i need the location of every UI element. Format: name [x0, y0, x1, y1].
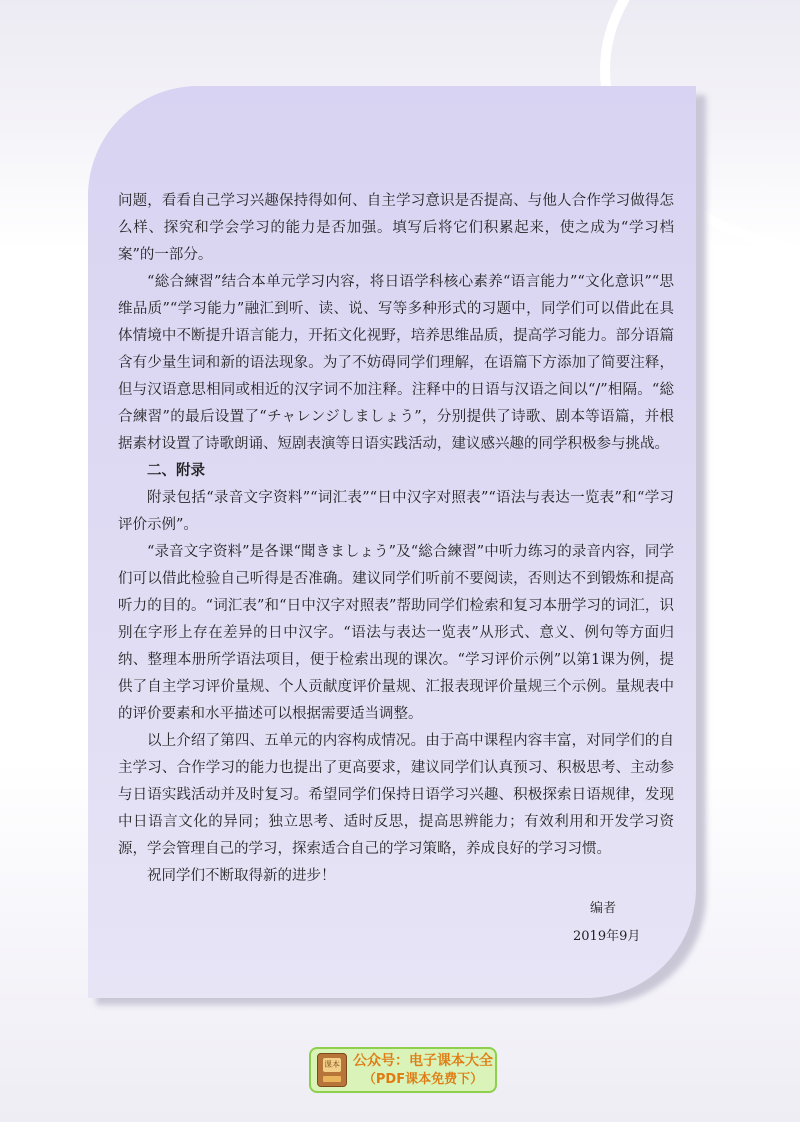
paragraph-appendix-details: “录音文字资料”是各课“聞きましょう”及“総合練習”中听力练习的录音内容，同学们可以借此检验自己听得是否准确。建议同学们听前不要阅读，否则达不到锻炼和提高听力的目的。“词汇表”和“日中汉字对照表”帮助同学们检索和复习本册学习的词汇，识别在字形上存在差异的日中汉字。“语法与表达一览表”从形式、意义、例句等方面归纳、整理本册所学语法项目，便于检索出现的课次。“学习评价示例”以第1课为例，提供了自主学习评价量规、个人贡献度评价量规、汇报表现评价量规三个示例。量规表中的评价要素和水平描述可以根据需要适当调整。 — [118, 544, 674, 722]
ebook-icon-label: 课本 — [323, 1058, 341, 1072]
badge-subtitle: （PDF课本免费下） — [362, 1072, 484, 1087]
author-signature: 编者 — [590, 901, 617, 916]
paragraph-summary: 以上介绍了第四、五单元的内容构成情况。由于高中课程内容丰富，对同学们的自主学习、合作学习的能力也提出了更高要求，建议同学们认真预习、积极思考、主动参与日语实践活动并及时复习。希望同学们保持日语学习兴趣、积极探索日语规律，发现中日语言文化的异同；独立思考、适时反思，提高思辨能力；有效利用和开发学习资源，学会管理自己的学习，探索适合自己的学习策略，养成良好的学习习惯。 — [118, 733, 674, 857]
ebook-icon-base — [323, 1076, 341, 1082]
paragraph-closing-wish: 祝同学们不断取得新的进步！ — [147, 868, 336, 884]
publication-date: 2019年9月 — [573, 929, 641, 944]
badge-title: 公众号：电子课本大全 — [353, 1053, 493, 1069]
paragraph-comprehensive-practice: “総合練習”结合本单元学习内容，将日语学科核心素养“语言能力”“文化意识”“思维品质”“学习能力”融汇到听、读、说、写等多种形式的习题中，同学们可以借此在具体情境中不断提升语言能力，开拓文化视野，培养思维品质，提高学习能力。部分语篇含有少量生词和新的语法现象。为了不妨碍同学们理解，在语篇下方添加了简要注释，但与汉语意思相同或相近的汉字词不加注释。注释中的日语与汉语之间以“/”相隔。“総合練習”的最后设置了“チャレンジしましょう”，分别提供了诗歌、剧本等语篇，并根据素材设置了诗歌朗诵、短剧表演等日语实践活动，建议感兴趣的同学积极参与挑战。 — [118, 274, 674, 452]
ebook-icon — [317, 1053, 347, 1087]
section-heading-appendix: 二、附录 — [147, 463, 205, 479]
paragraph-appendix-contents: 附录包括“录音文字资料”“词汇表”“日中汉字对照表”“语法与表达一览表”和“学习评价示例”。 — [118, 490, 674, 533]
paragraph-continued: 问题，看看自己学习兴趣保持得如何、自主学习意识是否提高、与他人合作学习做得怎么样、探究和学会学习的能力是否加强。填写后将它们积累起来，使之成为“学习档案”的一部分。 — [118, 193, 674, 263]
watermark-badge[interactable] — [309, 1047, 497, 1093]
body-text — [118, 188, 674, 890]
